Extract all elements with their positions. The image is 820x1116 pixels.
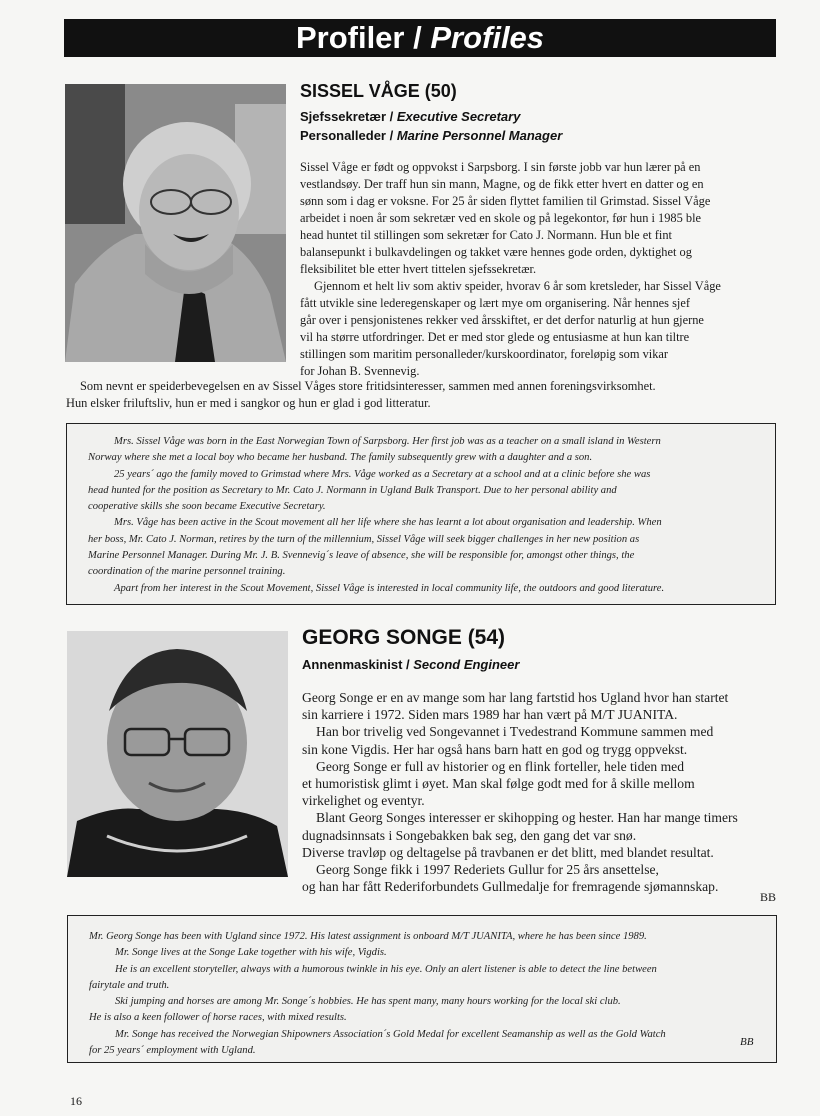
banner-title-no: Profiler / [295, 20, 431, 55]
profile1-role1: Sjefssekretær / Executive Secretary [300, 109, 521, 124]
profile2-english-signature: BB [740, 1036, 754, 1048]
portrait-photo-sissel-vage [65, 84, 286, 362]
profile1-body-norwegian-wide: Som nevnt er speiderbevegelsen en av Sissel Våges store fritidsinteresser, sammen med annen foreningsvirksomhet. Hun elsker friluftsliv, hun er med i sangkor og hun er glad i god litteratur. [66, 379, 656, 410]
banner-title-en: Profiles [430, 20, 545, 55]
profile1-role2: Personalleder / Marine Personnel Manager [300, 128, 563, 143]
page-banner [64, 19, 776, 57]
profile2-english-box: Mr. Georg Songe has been with Ugland since 1972. His latest assignment is onboard M/T JUANITA, where he has been since 1989. Mr. Songe lives at the Songe Lake together with his wife, Vigdis. He is an excellent storyteller, always with a humorous twinkle in his eye. Only an alert listener is able to detect the line between fairytale and truth. Ski jumping and horses are among Mr. Songe´s hobbies. He has spent many, many hours working for the local ski club. He is also a keen follower of horse races, with mixed results. Mr. Songe has received the Norwegian Shipowners Association´s Gold Medal for excellent Seamanship as well as the Gold Watch for 25 years´ employment with Ugland. [67, 915, 777, 1063]
profile2-role1: Annenmaskinist / Second Engineer [302, 657, 520, 672]
profile1-english-box: Mrs. Sissel Våge was born in the East Norwegian Town of Sarpsborg. Her first job was as a teacher on a small island in Western Norway where she met a local boy who became her husband. The family subsequently grew with a daughter and a son. 25 years´ ago the family moved to Grimstad where Mrs. Våge worked as a Secretary at a school and at a clinic before she was head hunted for the position as Secretary to Mr. Cato J. Normann in Ugland Bulk Transport. Due to her personal ability and cooperative skills she soon became Executive Secretary. Mrs. Våge has been active in the Scout movement all her life where she has learnt a lot about organisation and leadership. When her boss, Mr. Cato J. Norman, retires by the turn of the millennium, Sissel Våge will seek bigger challenges in her new position as Marine Personnel Manager. During Mr. J. B. Svennevig´s leave of absence, she will be responsible for, amongst other things, the coordination of the marine personnel training. Apart from her interest in the Scout Movement, Sissel Våge is interested in local community life, the outdoors and good literature. [66, 423, 776, 605]
profile2-signature: BB [760, 890, 777, 904]
portrait-photo-georg-songe [67, 631, 288, 877]
profile1-name: SISSEL VÅGE (50) [300, 81, 457, 101]
profile2-body-norwegian: Georg Songe er en av mange som har lang fartstid hos Ugland hvor han startet sin karriere i 1972. Siden mars 1989 har han vært på M/T JUANITA. Han bor trivelig ved Songevannet i Tvedestrand Kommune sammen med sin kone Vigdis. Her har også hans barn hatt en god og trygg oppvekst. Georg Songe er full av historier og en flink forteller, hele tiden med et humoristisk glimt i øyet. Man skal følge godt med for å skille mellom virkelighet og eventyr. Blant Georg Songes interesser er skihopping og hester. Han har mange timers dugnadsinnsats i Songebakken bak seg, den gang det var snø. Diverse travløp og deltagelse på travbanen er det blitt, med blandet resultat. Georg Songe fikk i 1997 Rederiets Gullur for 25 års ansettelse, og han har fått Rederiforbundets Gullmedalje for fremragende sjømannskap. [302, 690, 738, 895]
profile1-body-norwegian: Sissel Våge er født og oppvokst i Sarpsborg. I sin første jobb var hun lærer på en vestlandsøy. Der traff hun sin mann, Magne, og de fikk etter hvert en datter og en sønn som i dag er voksne. For 25 år siden flyttet familien til Grimstad. Sissel Våge arbeidet i noen år som sekretær ved en skole og på legekontor, før hun i 1985 ble head huntet til stillingen som sekretær for Cato J. Normann. Hun ble et fint balansepunkt i bulkavdelingen og takket være hennes gode orden, dyktighet og fleksibilitet ble etter hvert tittelen sjefssekretær. Gjennom et helt liv som aktiv speider, hvorav 6 år som kretsleder, har Sissel Våge fått utvikle sine lederegenskaper og lært mye om organisering. Når hennes sjef går over i pensjonistenes rekker ved årsskiftet, er det derfor naturlig at hun gjerne vil ha større utfordringer. Det er med stor glede og entusiasme at hun kan tiltre stillingen som maritim personalleder/kurskoordinator, foreløpig som vikar for Johan B. Svennevig. [300, 160, 721, 378]
page-number: 16 [70, 1094, 82, 1108]
profile2-name: GEORG SONGE (54) [302, 626, 506, 649]
